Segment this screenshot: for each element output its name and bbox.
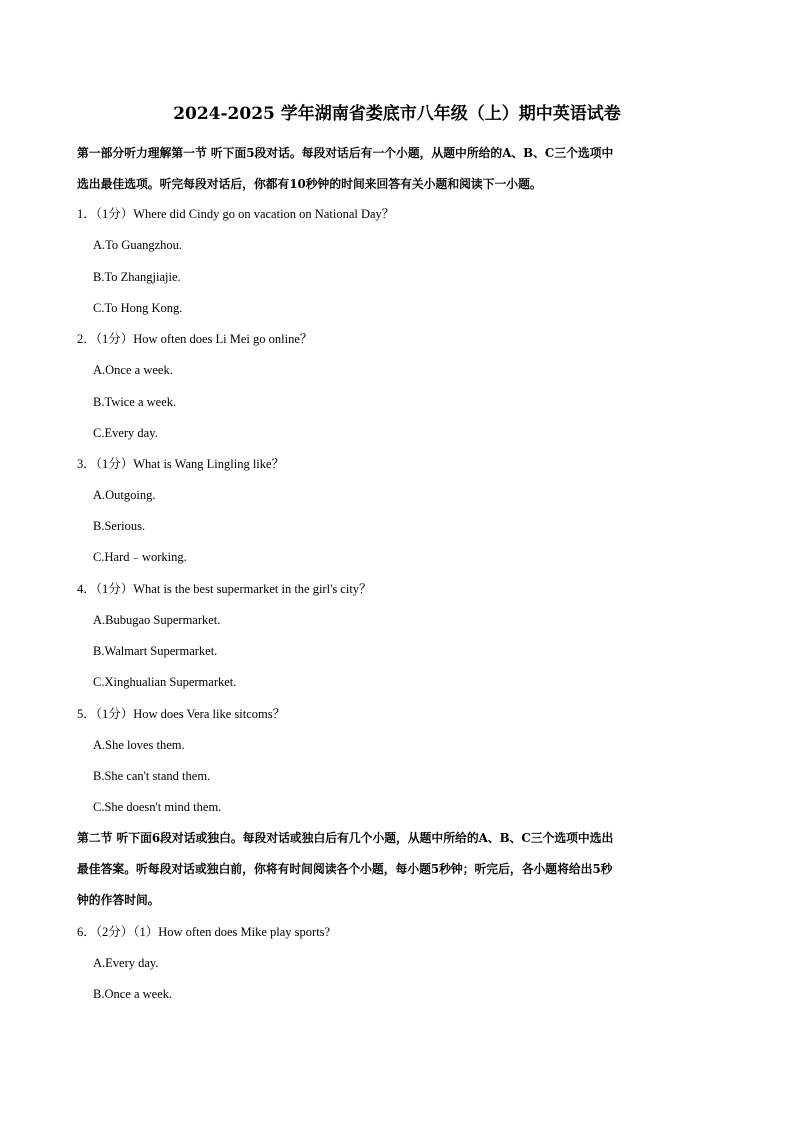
question-3-option-a: A.Outgoing.: [93, 488, 156, 502]
part2-instruction-line1: 第二节 听下面6段对话或独白。每段对话或独白后有几个小题，从题中所给的A、B、C三个选项中选出: [77, 831, 614, 845]
question-6-option-a: A.Every day.: [93, 956, 159, 970]
question-1-option-c: C.To Hong Kong.: [93, 301, 183, 315]
question-2-option-c: C.Every day.: [93, 426, 158, 440]
question-1-option-b: B.To Zhangjiajie.: [93, 270, 181, 284]
question-2-option-b: B.Twice a week.: [93, 395, 177, 409]
question-2-stem: 2．（1分）How often does Li Mei go online？: [77, 332, 313, 346]
part1-instruction-line1: 第一部分听力理解第一节 听下面5段对话。每段对话后有一个小题，从题中所给的A、B、C三个选项中: [77, 146, 614, 160]
question-1-stem: 1．（1分）Where did Cindy go on vacation on National Day？: [77, 207, 395, 221]
question-4-option-c: C.Xinghualian Supermarket.: [93, 675, 237, 689]
question-5-option-b: B.She can't stand them.: [93, 769, 211, 783]
question-3-option-b: B.Serious.: [93, 519, 146, 533]
question-6-option-b: B.Once a week.: [93, 987, 173, 1001]
question-5-option-a: A.She loves them.: [93, 738, 185, 752]
question-3-stem: 3．（1分）What is Wang Lingling like？: [77, 457, 285, 471]
question-5-stem: 5．（1分）How does Vera like sitcoms？: [77, 707, 286, 721]
part2-instruction-line3: 钟的作答时间。: [77, 893, 160, 907]
part2-instruction-line2: 最佳答案。听每段对话或独白前，你将有时间阅读各个小题，每小题5秒钟；听完后，各小题将给出5秒: [77, 862, 613, 876]
question-4-option-b: B.Walmart Supermarket.: [93, 644, 218, 658]
part1-instruction-line2: 选出最佳选项。听完每段对话后，你都有10秒钟的时间来回答有关小题和阅读下一小题。: [77, 177, 542, 191]
question-5-option-c: C.She doesn't mind them.: [93, 800, 222, 814]
question-1-option-a: A.To Guangzhou.: [93, 238, 183, 252]
question-4-stem: 4．（1分）What is the best supermarket in the girl's city？: [77, 582, 372, 596]
question-4-option-a: A.Bubugao Supermarket.: [93, 613, 221, 627]
question-2-option-a: A.Once a week.: [93, 363, 173, 377]
page-title: 2024-2025 学年湖南省娄底市八年级（上）期中英语试卷: [173, 104, 621, 124]
question-6-stem: 6．（2分）（1）How often does Mike play sports?: [77, 925, 331, 939]
question-3-option-c: C.Hard﹣working.: [93, 550, 187, 564]
